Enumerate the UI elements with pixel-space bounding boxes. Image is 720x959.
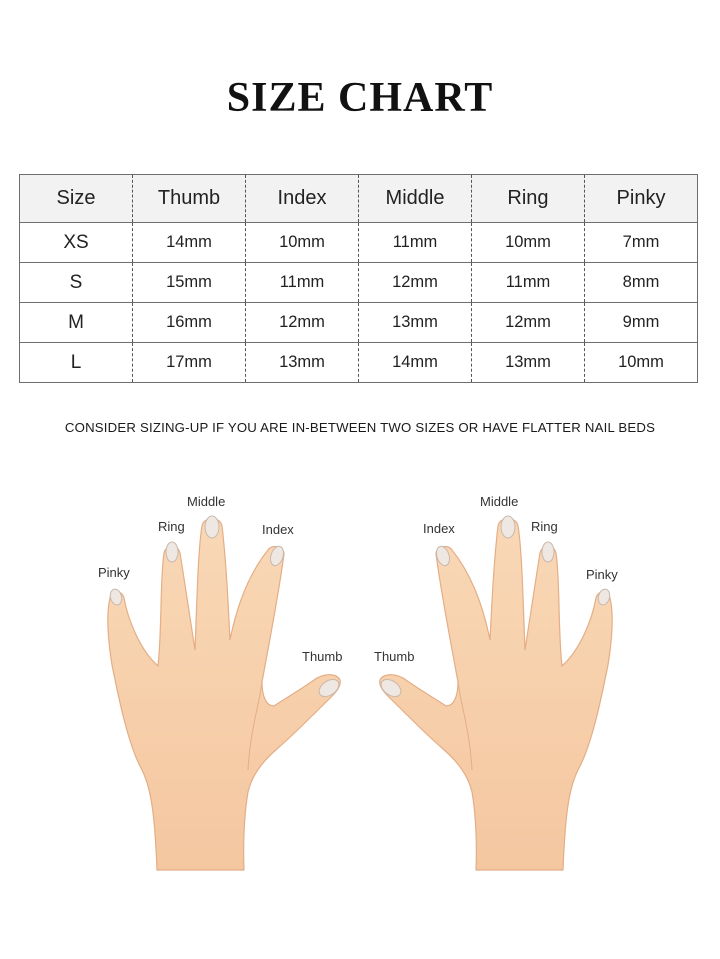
table-cell: 17mm [133, 343, 246, 383]
page-title: SIZE CHART [226, 75, 494, 121]
left-hand-shape [108, 519, 343, 871]
table-cell: 14mm [133, 223, 246, 263]
right-middle-label: Middle [480, 494, 519, 509]
right-ring-nail [542, 542, 554, 562]
table-cell: 13mm [359, 303, 472, 343]
column-header-thumb: Thumb [133, 175, 246, 223]
left-pinky-label: Pinky [98, 565, 130, 580]
left-ring-nail [166, 542, 178, 562]
table-cell: 14mm [359, 343, 472, 383]
table-cell: 11mm [359, 223, 472, 263]
table-cell: 8mm [585, 263, 698, 303]
table-cell: 7mm [585, 223, 698, 263]
table-cell: 11mm [472, 263, 585, 303]
right-thumb-label: Thumb [374, 649, 415, 664]
table-cell: 9mm [585, 303, 698, 343]
left-ring-label: Ring [158, 519, 185, 534]
size-table [19, 174, 698, 383]
right-index-label: Index [423, 521, 455, 536]
column-header-index: Index [246, 175, 359, 223]
table-cell: L [20, 343, 133, 383]
table-cell: 12mm [246, 303, 359, 343]
table-row [20, 343, 698, 383]
left-middle-label: Middle [187, 494, 226, 509]
left-index-label: Index [262, 522, 294, 537]
left-hand [98, 494, 342, 870]
table-row [20, 223, 698, 263]
table-cell: 12mm [359, 263, 472, 303]
table-cell: 11mm [246, 263, 359, 303]
hands-diagram [0, 470, 720, 910]
right-hand-shape [380, 519, 612, 871]
column-header-middle: Middle [359, 175, 472, 223]
table-cell: 13mm [246, 343, 359, 383]
column-header-pinky: Pinky [585, 175, 698, 223]
right-ring-label: Ring [531, 519, 558, 534]
left-thumb-label: Thumb [302, 649, 343, 664]
table-row [20, 263, 698, 303]
table-cell: 10mm [585, 343, 698, 383]
table-cell: M [20, 303, 133, 343]
column-header-size: Size [20, 175, 133, 223]
table-cell: 12mm [472, 303, 585, 343]
table-cell: 10mm [472, 223, 585, 263]
table-cell: 15mm [133, 263, 246, 303]
sizing-note: CONSIDER SIZING-UP IF YOU ARE IN-BETWEEN TWO SIZES OR HAVE FLATTER NAIL BEDS [64, 420, 656, 435]
table-row [20, 303, 698, 343]
table-cell: 13mm [472, 343, 585, 383]
right-pinky-label: Pinky [586, 567, 618, 582]
table-cell: XS [20, 223, 133, 263]
left-middle-nail [205, 516, 219, 538]
table-cell: 16mm [133, 303, 246, 343]
table-header-row [20, 175, 698, 223]
column-header-ring: Ring [472, 175, 585, 223]
right-middle-nail [501, 516, 515, 538]
table-cell: 10mm [246, 223, 359, 263]
table-cell: S [20, 263, 133, 303]
right-hand [378, 516, 612, 870]
